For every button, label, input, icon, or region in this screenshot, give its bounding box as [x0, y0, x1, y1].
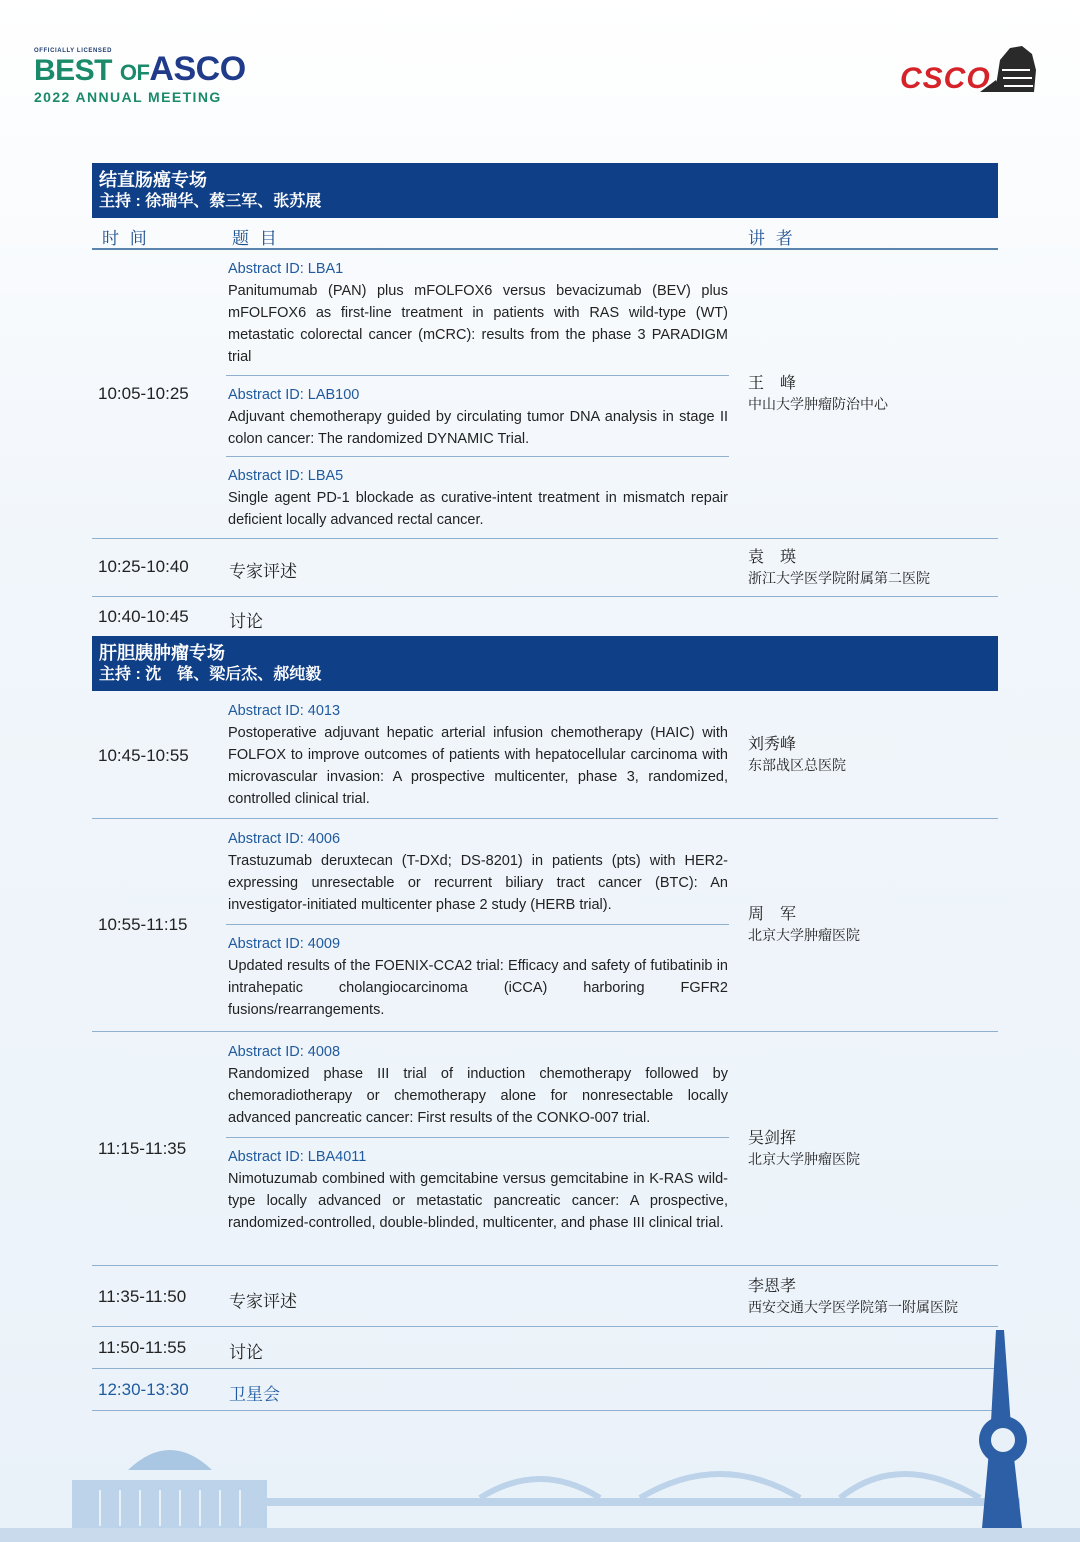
speaker-name: 王 峰 [748, 375, 797, 392]
section-title: 肝胆胰肿瘤专场 [99, 643, 225, 663]
section-title: 结直肠癌专场 [99, 170, 207, 190]
speaker-institution: 北京大学肿瘤医院 [748, 1151, 860, 1167]
abstract-item [228, 933, 728, 1021]
abstract-id: Abstract ID: LBA5 [228, 468, 344, 484]
row-time: 11:35-11:50 [98, 1287, 187, 1306]
asco-meeting-label: 2022 ANNUAL MEETING [34, 89, 222, 105]
table-row [92, 691, 998, 819]
asco-licensed-label: OFFICIALLY LICENSED [34, 48, 113, 54]
column-header [92, 218, 998, 250]
table-row [92, 597, 998, 636]
section-header-colorectal [92, 163, 998, 218]
section-host: 主持 : 沈 锋、梁后杰、郝纯毅 [99, 666, 322, 683]
speaker [748, 374, 888, 414]
abstract-id: Abstract ID: LBA1 [228, 261, 344, 277]
asco-best: BEST [34, 54, 113, 87]
speaker [748, 735, 846, 775]
section-host: 主持 : 徐瑞华、蔡三军、张苏展 [99, 193, 322, 210]
abstract-item [228, 258, 728, 368]
row-topic: 讨论 [229, 612, 263, 631]
speaker-name: 周 军 [748, 906, 797, 923]
abstract-title: Randomized phase III trial of induction chemotherapy followed by chemoradiotherapy or chemotherapy alone for nonresectable locally advanced pancreatic cancer: First results of the CONKO-007 trial. [228, 1066, 728, 1126]
speaker-name: 李恩孝 [748, 1278, 797, 1295]
asco-of: OF [119, 60, 150, 85]
abstract-id: Abstract ID: LAB100 [228, 387, 360, 403]
table-row [92, 1266, 998, 1327]
abstract-title: Panitumumab (PAN) plus mFOLFOX6 versus bevacizumab (BEV) plus mFOLFOX6 as first-line treatment in patients with RAS wild-type (WT) metastatic colorectal cancer (mCRC): results from the phase 3 PARADIGM trial [228, 283, 728, 365]
abstract-divider [226, 1137, 729, 1138]
speaker-institution: 浙江大学医学院附属第二医院 [748, 570, 930, 586]
best-of-asco-logo [34, 48, 246, 105]
abstract-divider [226, 375, 729, 376]
row-time: 11:15-11:35 [98, 1139, 187, 1158]
abstract-item [228, 700, 728, 810]
row-time: 10:45-10:55 [98, 746, 189, 765]
abstract-id: Abstract ID: LBA4011 [228, 1149, 367, 1165]
row-topic: 专家评述 [229, 562, 297, 581]
row-topic: 卫星会 [229, 1385, 280, 1404]
row-time: 12:30-13:30 [98, 1380, 189, 1399]
csco-wordmark: CSCO [900, 62, 991, 95]
table-row [92, 1032, 998, 1266]
row-time: 10:40-10:45 [98, 607, 189, 626]
abstract-item [228, 828, 728, 916]
column-topic: 题 目 [232, 229, 280, 248]
abstract-title: Updated results of the FOENIX-CCA2 trial: Efficacy and safety of futibatinib in intrahepatic cholangiocarcinoma (iCCA) harboring FGFR2 fusions/rearrangements. [228, 958, 728, 1018]
row-time: 11:50-11:55 [98, 1338, 187, 1357]
abstract-id: Abstract ID: 4009 [228, 936, 341, 952]
speaker-institution: 北京大学肿瘤医院 [748, 927, 860, 943]
abstract-divider [226, 456, 729, 457]
speaker-name: 刘秀峰 [748, 736, 797, 753]
speaker [748, 905, 860, 945]
table-row [92, 819, 998, 1032]
abstract-item [228, 465, 728, 531]
agenda-table [92, 163, 998, 1411]
abstract-title: Trastuzumab deruxtecan (T-DXd; DS-8201) in patients (pts) with HER2-expressing unresectable or recurrent biliary tract cancer (BTC): An investigator-initiated multicenter phase 2 study (HERB trial). [228, 853, 728, 913]
abstract-title: Single agent PD-1 blockade as curative-intent treatment in mismatch repair deficient locally advanced rectal cancer. [228, 490, 728, 528]
speaker-name: 袁 瑛 [748, 549, 797, 566]
table-row [92, 250, 998, 539]
asco-name: ASCO [149, 50, 246, 88]
speaker-name: 吴剑挥 [748, 1130, 797, 1147]
row-topic: 专家评述 [229, 1292, 297, 1311]
csco-logo [900, 40, 1040, 100]
row-time: 10:55-11:15 [98, 915, 188, 934]
abstract-title: Nimotuzumab combined with gemcitabine versus gemcitabine in K-RAS wild-type locally advanced or metastatic pancreatic cancer: A prospective, randomized-controlled, double-blinded, multicenter, and phase III clinical trial. [228, 1171, 728, 1231]
speaker-institution: 中山大学肿瘤防治中心 [748, 396, 888, 412]
speaker [748, 548, 930, 588]
table-row [92, 539, 998, 597]
abstract-id: Abstract ID: 4013 [228, 703, 341, 719]
speaker [748, 1129, 860, 1169]
speaker-institution: 东部战区总医院 [748, 757, 846, 773]
table-row [92, 1369, 998, 1411]
speaker [748, 1277, 958, 1317]
table-row [92, 1327, 998, 1369]
row-time: 10:05-10:25 [98, 384, 189, 403]
column-speaker: 讲 者 [748, 229, 796, 248]
abstract-item [228, 1146, 728, 1234]
section-header-hepatobiliary [92, 636, 998, 691]
row-topic: 讨论 [229, 1343, 263, 1362]
abstract-id: Abstract ID: 4008 [228, 1044, 341, 1060]
abstract-title: Postoperative adjuvant hepatic arterial infusion chemotherapy (HAIC) with FOLFOX to improve outcomes of patients with hepatocellular carcinoma with microvascular invasion: A prospective multicenter, phase 3, randomized, controlled clinical trial. [228, 725, 728, 807]
abstract-id: Abstract ID: 4006 [228, 831, 341, 847]
abstract-item [228, 1041, 728, 1129]
abstract-title: Adjuvant chemotherapy guided by circulating tumor DNA analysis in stage II colon cancer: The randomized DYNAMIC Trial. [228, 409, 728, 447]
abstract-item [228, 384, 728, 450]
row-time: 10:25-10:40 [98, 557, 189, 576]
abstract-divider [226, 924, 729, 925]
column-time: 时 间 [102, 229, 150, 248]
speaker-institution: 西安交通大学医学院第一附属医院 [748, 1299, 958, 1315]
